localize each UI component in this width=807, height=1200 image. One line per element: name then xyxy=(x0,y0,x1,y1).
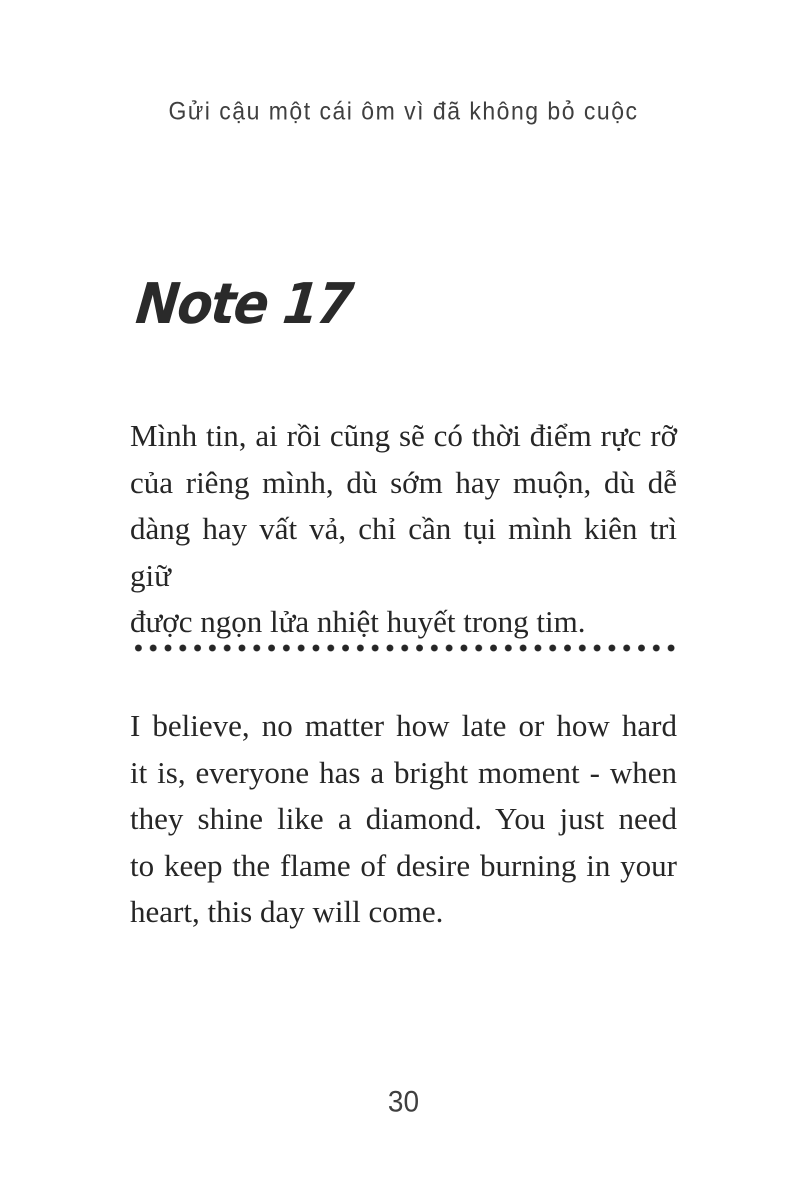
text-line: I believe, no matter how late or how hard xyxy=(130,708,677,743)
note-title: Note 17 xyxy=(133,272,355,337)
text-line: they shine like a diamond. You just need xyxy=(130,801,677,836)
text-line: Mình tin, ai rồi cũng sẽ có thời điểm rực rỡ xyxy=(130,418,677,453)
running-header: Gửi cậu một cái ôm vì đã không bỏ cuộc xyxy=(168,96,639,125)
dotted-divider xyxy=(131,642,678,654)
text-line: dàng hay vất vả, chỉ cần tụi mình kiên trì giữ xyxy=(130,511,677,593)
text-line: to keep the flame of desire burning in your xyxy=(130,847,677,883)
text-line: được ngọn lửa nhiệt huyết trong tim. xyxy=(130,604,586,639)
text-line: heart, this day will come. xyxy=(130,894,444,929)
page-number: 30 xyxy=(387,1085,420,1118)
english-paragraph xyxy=(130,703,677,936)
vietnamese-paragraph xyxy=(130,413,677,646)
text-line: của riêng mình, dù sớm hay muộn, dù dễ xyxy=(130,464,677,500)
text-line: it is, everyone has a bright moment - when xyxy=(130,754,677,790)
